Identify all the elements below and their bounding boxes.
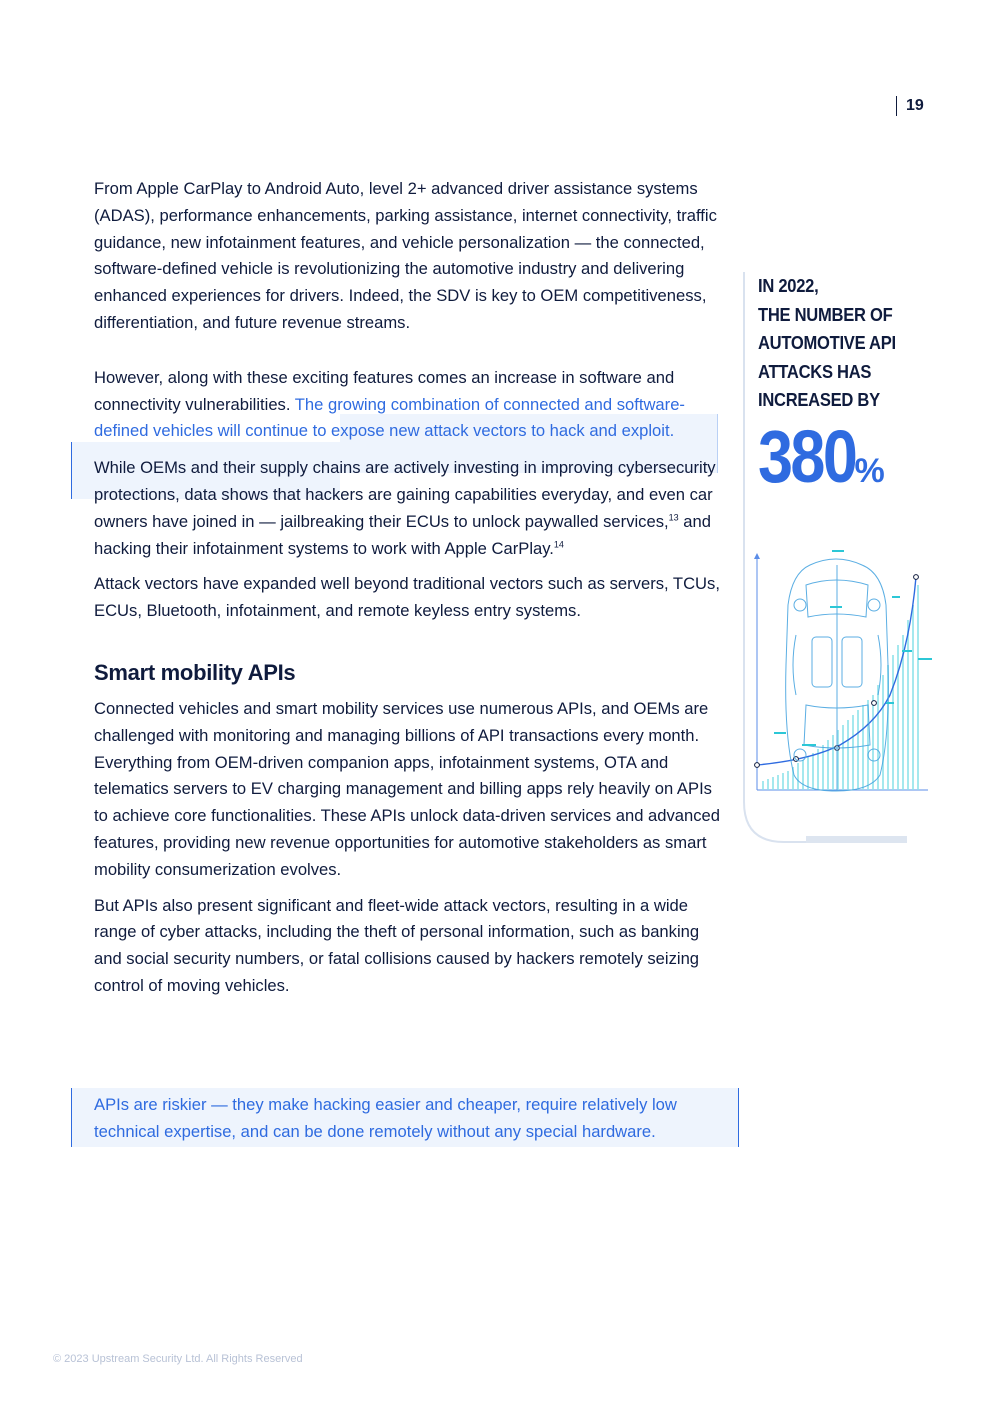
footnote-ref-13[interactable]: 13 — [668, 512, 679, 523]
sidebar-line-4: ATTACKS HAS — [758, 360, 872, 382]
sidebar-title — [758, 272, 920, 415]
section-heading: Smart mobility APIs — [94, 659, 296, 685]
sidebar-line-2: THE NUMBER OF — [758, 303, 893, 325]
sidebar-line-1: IN 2022, — [758, 275, 819, 296]
sidebar-line-5: INCREASED BY — [758, 389, 880, 410]
footer-copyright: © 2023 Upstream Security Ltd. All Rights Reserved — [53, 1353, 303, 1365]
paragraph-attack-vectors: Attack vectors have expanded well beyond traditional vectors such as servers, TCUs, ECUs, Bluetooth, infotainment, and remote keyless entry systems. — [94, 574, 720, 621]
page-number: 19 — [896, 96, 924, 116]
paragraph-hackers — [94, 455, 730, 562]
footnote-ref-14[interactable]: 14 — [553, 539, 564, 550]
highlight-rule-1 — [71, 442, 72, 499]
paragraph-hackers-text-a: While OEMs and their supply chains are actively investing in improving cybersecurity protections, data shows that hackers are gaining capabilities everyday, and even car owners have joined in — jailbreaking their ECUs to unlock paywalled services, — [94, 458, 716, 531]
paragraph-vulnerabilities-text: However, along with these exciting features comes an increase in software and connectivity vulnerabilities. — [94, 367, 675, 414]
paragraph-vulnerabilities — [94, 365, 730, 445]
callout-rule-right — [738, 1088, 739, 1147]
paragraph-apis: Connected vehicles and smart mobility services use numerous APIs, and OEMs are challenged with monitoring and managing billions of API transactions every month. Everything from OEM-driven companion apps, infotainment systems, OTA and telematics servers to EV charging management and billing apps rely heavily on APIs to achieve core functionalities. These APIs unlock data-driven services and advanced features, providing new revenue opportunities for automotive stakeholders as smart mobility consumerization evolves. — [94, 698, 721, 879]
stat-figure — [758, 414, 885, 499]
paragraph-hackers-text-b: and hacking their infotainment systems to work with Apple CarPlay. — [94, 511, 711, 558]
paragraph-api-risks: But APIs also present significant and fleet-wide attack vectors, resulting in a wide range of cyber attacks, including the theft of personal information, such as banking and social security numbers, or fatal collisions caused by hackers remotely seizing control of moving vehicles. — [94, 895, 700, 995]
stat-unit: % — [854, 452, 885, 490]
sidebar-line-3: AUTOMOTIVE API — [758, 332, 896, 353]
stat-value: 380 — [758, 415, 856, 498]
callout-rule-left — [71, 1088, 72, 1147]
paragraph-intro: From Apple CarPlay to Android Auto, level 2+ advanced driver assistance systems (ADAS), performance enhancements, parking assistance, internet connectivity, traffic guidance, new infotainment features, and vehicle personalization — the connected, software-defined vehicle is revolutionizing the automotive industry and delivering enhanced experiences for drivers. Indeed, the SDV is key to OEM competitiveness, differentiation, and future revenue streams. — [94, 179, 717, 332]
callout-quote: APIs are riskier — they make hacking easier and cheaper, require relatively low technical expertise, and can be done remotely without any special hardware. — [94, 1095, 677, 1141]
car-wireframe-illustration — [750, 545, 932, 795]
paragraph-vulnerabilities-highlight: The growing combination of connected and software-defined vehicles will continue to expose new attack vectors to hack and exploit. — [94, 394, 685, 441]
main-column — [94, 176, 730, 1000]
